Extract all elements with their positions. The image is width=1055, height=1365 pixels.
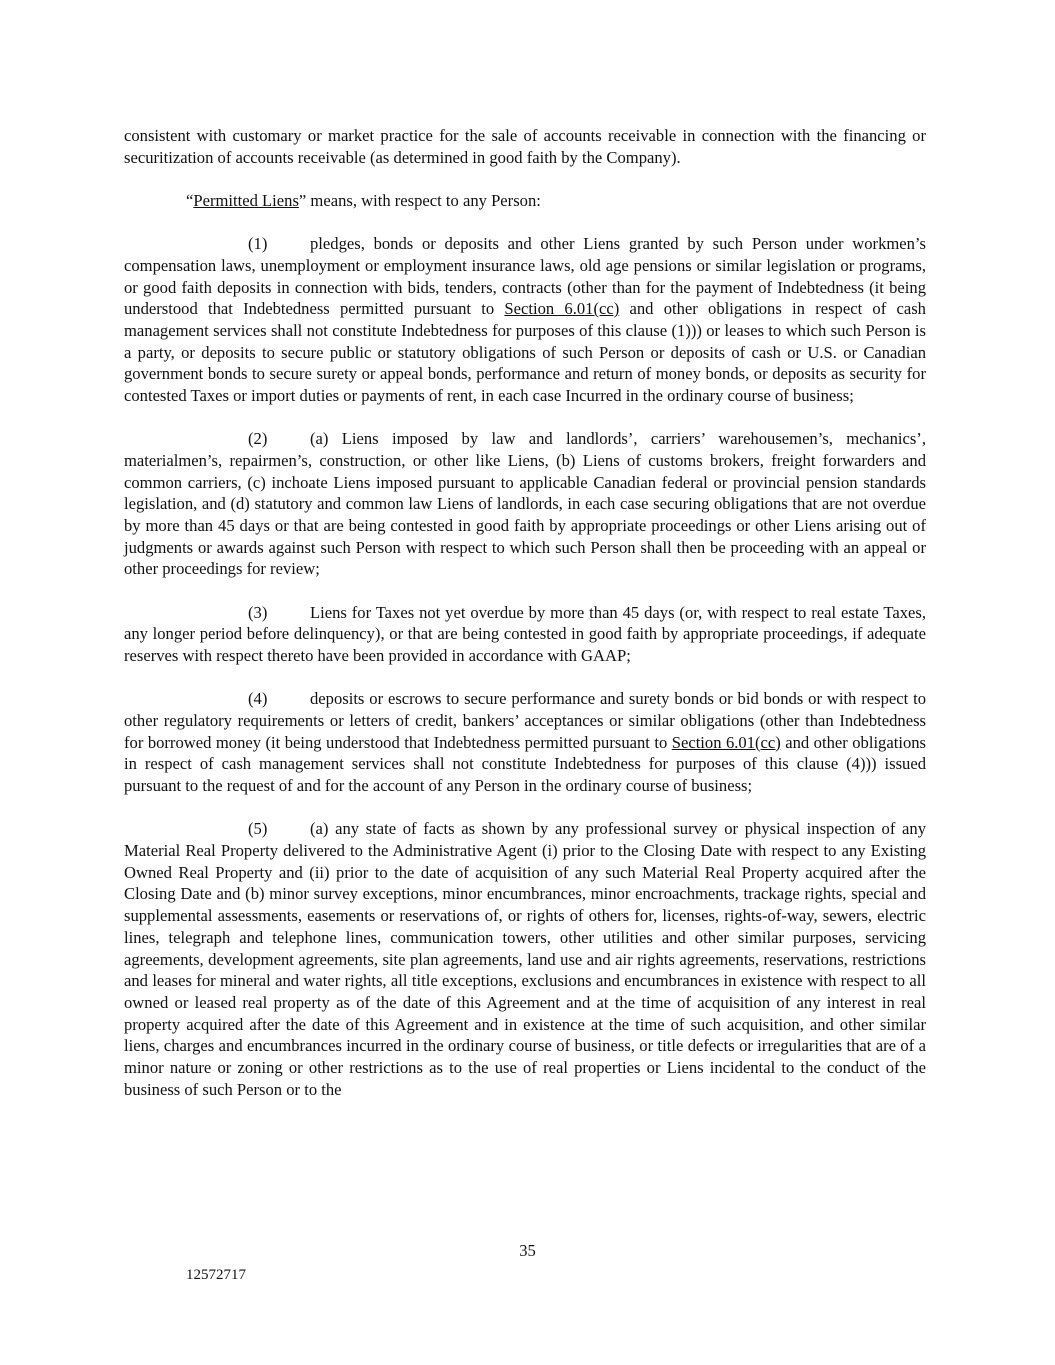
page-number: 35 bbox=[519, 1241, 536, 1260]
clause-text-part-b: and other obligations in respect of cash management services shall not constitute Indebtedness for purposes of this clause (1))) or leases to which such Person is a party, or deposits to secure public or statutory obligations of such Person or deposits of cash or U.S. or Canadian government bonds to secure surety or appeal bonds, performance and return of money bonds, or deposits as security for contested Taxes or import duties or payments of rent, in each case Incurred in the ordinary course of business; bbox=[124, 299, 926, 406]
clause-number: (4) bbox=[248, 689, 268, 709]
section-reference: Section 6.01(cc) bbox=[504, 299, 620, 319]
clause-5 bbox=[124, 818, 926, 1100]
clause-text: Liens for Taxes not yet overdue by more than 45 days (or, with respect to real estate Taxes, any longer period before delinquency), or that are being contested in good faith by appropriate proceedings, if adequate reserves with respect thereto have been provided in accordance with GAAP; bbox=[124, 602, 926, 666]
clause-number: (3) bbox=[248, 602, 268, 622]
clause-text-part-a: pledges, bonds or deposits and other Liens granted by such Person under workmen’s compensation laws, unemployment or employment insurance laws, old age pensions or similar legislation or programs, or good faith deposits in connection with bids, tenders, contracts (other than for the payment of Indebtedness (it being understood that Indebtedness permitted pursuant to bbox=[124, 234, 926, 319]
clause-text-part-a: deposits or escrows to secure performance and surety bonds or bid bonds or with respect to other regulatory requirements or letters of credit, bankers’ acceptances or similar obligations (other than Indebtedness for borrowed money (it being understood that Indebtedness permitted pursuant to bbox=[124, 689, 926, 752]
clause-text: (a) any state of facts as shown by any professional survey or physical inspection of any Material Real Property delivered to the Administrative Agent (i) prior to the Closing Date with respect to any Existing Owned Real Property and (ii) prior to the date of acquisition of any such Material Real Property acquired after the Closing Date and (b) minor survey exceptions, minor encumbrances, minor encroachments, trackage rights, special and supplemental assessments, easements or reservations of, or rights of others for, licenses, rights-of-way, sewers, electric lines, telegraph and telephone lines, communication towers, other utilities and other similar purposes, servicing agreements, development agreements, site plan agreements, land use and air rights agreements, reservations, restrictions and leases for mineral and water rights, all title exceptions, exclusions and encumbrances in existence with respect to all owned or leased real property as of the date of this Agreement and at the time of acquisition of any interest in real property acquired after the date of this Agreement and in existence at the time of such acquisition, and other similar liens, charges and encumbrances incurred in the ordinary course of business, or title defects or irregularities that are of a minor nature or zoning or other restrictions as to the use of real properties or Liens incidental to the conduct of the business of such Person or to the bbox=[124, 819, 926, 1099]
defined-term: Permitted Liens bbox=[193, 190, 299, 210]
clause-number: (5) bbox=[248, 819, 268, 839]
definition-open-quote: “ bbox=[186, 190, 194, 210]
clause-1 bbox=[124, 233, 926, 407]
clause-number: (1) bbox=[248, 234, 268, 254]
definition-permitted-liens bbox=[124, 190, 926, 212]
clause-3 bbox=[124, 602, 926, 667]
section-reference: Section 6.01(cc) bbox=[671, 732, 781, 752]
definition-rest: ” means, with respect to any Person: bbox=[298, 190, 541, 210]
document-body bbox=[124, 125, 926, 1122]
intro-paragraph: consistent with customary or market practice for the sale of accounts receivable in connection with the financing or securitization of accounts receivable (as determined in good faith by the Company). bbox=[124, 126, 926, 167]
clause-number: (2) bbox=[248, 429, 268, 449]
clause-4 bbox=[124, 688, 926, 797]
document-id: 12572717 bbox=[186, 1267, 246, 1283]
clause-text: (a) Liens imposed by law and landlords’, carriers’ warehousemen’s, mechanics’, materialmen’s, repairmen’s, construction, or other like Liens, (b) Liens of customs brokers, freight forwarders and common carriers, (c) inchoate Liens imposed pursuant to applicable Canadian federal or provincial pension standards legislation, and (d) statutory and common law Liens of landlords, in each case securing obligations that are not overdue by more than 45 days or that are being contested in good faith by appropriate proceedings or other Liens arising out of judgments or awards against such Person with respect to which such Person shall then be proceeding with an appeal or other proceedings for review; bbox=[124, 429, 926, 579]
clause-text-part-b: and other obligations in respect of cash management services shall not constitute Indebtedness for purposes of this clause (4))) issued pursuant to the request of and for the account of any Person in the ordinary course of business; bbox=[124, 732, 926, 796]
clause-2 bbox=[124, 428, 926, 580]
